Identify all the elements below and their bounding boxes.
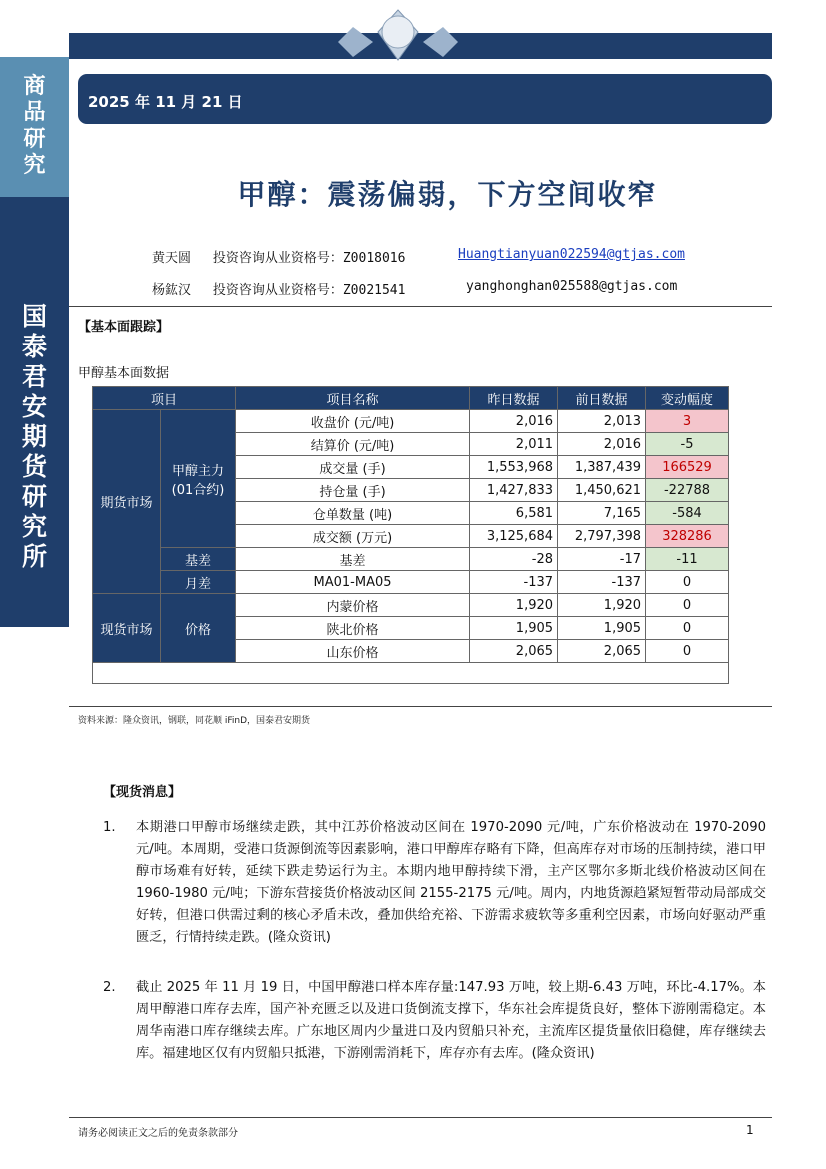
news-text: 截止 2025 年 11 月 19 日，中国甲醇港口样本库存量:147.93 万吨，较上期-6.43 万吨，环比-4.17%。本周甲醇港口库存去库，国产补充匮乏以及进口货倒流支撑下，华东社会库提货良好，整体下游刚需稳定。本周华南港口库存继续去库。广东地区周内少量进口及内贸船只补充，主流库区提货量依旧稳健，库存继续去库。福建地区仅有内贸船只抵港，下游刚需消耗下，库存亦有去库。(隆众资讯) (136, 980, 766, 1061)
sidebar-char: 君 (21, 362, 47, 391)
sidebar-char: 究 (23, 152, 46, 179)
table-empty-row (93, 663, 729, 684)
prev-value: -137 (558, 571, 646, 594)
change-value: -5 (646, 433, 729, 456)
yesterday-value: 2,016 (470, 410, 558, 433)
change-value: 328286 (646, 525, 729, 548)
sub-spread: 月差 (161, 571, 236, 594)
col-header: 变动幅度 (646, 387, 729, 410)
row-name: 持仓量 (手) (236, 479, 470, 502)
prev-value: 2,797,398 (558, 525, 646, 548)
change-value: 0 (646, 594, 729, 617)
row-name: 基差 (236, 548, 470, 571)
sidebar-char: 货 (21, 452, 47, 481)
sidebar-char: 所 (21, 542, 47, 571)
page-number: 1 (746, 1123, 754, 1137)
yesterday-value: -137 (470, 571, 558, 594)
row-name: 成交额 (万元) (236, 525, 470, 548)
table-row (93, 594, 729, 617)
news-number: 1. (103, 820, 116, 835)
author-row-2 (152, 279, 405, 298)
divider (69, 706, 772, 707)
author-cert: 投资咨询从业资格号：Z0021541 (212, 283, 406, 298)
prev-value: 1,920 (558, 594, 646, 617)
yesterday-value: 3,125,684 (470, 525, 558, 548)
news-item-1 (103, 817, 766, 967)
prev-value: 1,905 (558, 617, 646, 640)
section-heading-spot-news: 【现货消息】 (103, 785, 182, 800)
change-value: -22788 (646, 479, 729, 502)
sub-main-contract-label: (01合约) (171, 482, 225, 498)
row-name: 内蒙价格 (236, 594, 470, 617)
sidebar-char: 研 (23, 125, 46, 152)
change-value: -584 (646, 502, 729, 525)
email-text: yanghonghan025588@gtjas.com (466, 279, 678, 294)
section-heading-fundamentals: 【基本面跟踪】 (78, 320, 170, 335)
prev-value: 2,013 (558, 410, 646, 433)
sidebar-char: 商 (23, 73, 46, 99)
col-header: 前日数据 (558, 387, 646, 410)
sidebar-char: 安 (21, 392, 47, 421)
row-name: 仓单数量 (吨) (236, 502, 470, 525)
row-name: 山东价格 (236, 640, 470, 663)
yesterday-value: -28 (470, 548, 558, 571)
footer-divider (69, 1117, 772, 1118)
data-source: 资料来源：隆众资讯，钢联，同花顺 iFinD，国泰君安期货 (78, 716, 311, 726)
news-text: 本期港口甲醇市场继续走跌，其中江苏价格波动区间在 1970-2090 元/吨，广东价格波动在 1970-2090 元/吨。本周期，受港口货源倒流等因素影响，港口甲醇库存略有下降，但高库存对市场的压制持续，港口甲醇市场难有好转，延续下跌走势运行为主。本期内地甲醇持续下滑，主产区鄂尔多斯北线价格波动区间在 1960-1980 元/吨；下游东营接货价格波动区间 2155-2175 元/吨。周内，内地货源趋紧短暂带动局部成交好转，但港口供需过剩的核心矛盾未改，叠加供给充裕、下游需求疲软等多重利空因素，市场向好驱动严重匮乏，行情持续走跌。(隆众资讯) (136, 820, 766, 945)
category-label (0, 73, 69, 179)
sidebar-char: 究 (21, 512, 47, 541)
group-spot: 现货市场 (93, 594, 161, 663)
prev-value: 7,165 (558, 502, 646, 525)
news-item-2 (103, 977, 766, 1097)
footer-disclaimer: 请务必阅读正文之后的免责条款部分 (78, 1128, 238, 1139)
change-value: 0 (646, 640, 729, 663)
change-value: 0 (646, 617, 729, 640)
row-name: MA01-MA05 (236, 571, 470, 594)
prev-value: 1,387,439 (558, 456, 646, 479)
author-name: 黄天圆 (152, 251, 192, 266)
sidebar-char: 品 (23, 99, 46, 126)
change-value: 166529 (646, 456, 729, 479)
sidebar-char: 国 (21, 302, 47, 331)
row-name: 结算价 (元/吨) (236, 433, 470, 456)
table-caption: 甲醇基本面数据 (78, 366, 170, 381)
sidebar-char: 泰 (21, 332, 47, 361)
col-header: 项目名称 (236, 387, 470, 410)
prev-value: -17 (558, 548, 646, 571)
sub-price: 价格 (161, 594, 236, 663)
divider (69, 306, 772, 307)
col-header: 昨日数据 (470, 387, 558, 410)
sub-basis: 基差 (161, 548, 236, 571)
author-row-1 (152, 247, 405, 266)
yesterday-value: 2,065 (470, 640, 558, 663)
change-value: -11 (646, 548, 729, 571)
empty-cell (93, 663, 729, 684)
yesterday-value: 1,427,833 (470, 479, 558, 502)
company-banner (0, 197, 69, 627)
news-number: 2. (103, 980, 116, 995)
email-link[interactable]: Huangtianyuan022594@gtjas.com (458, 247, 685, 262)
sidebar-char: 期 (21, 422, 47, 451)
report-date: 2025 年 11 月 21 日 (88, 93, 243, 111)
group-futures: 期货市场 (93, 410, 161, 594)
sidebar (0, 0, 69, 1169)
row-name: 陕北价格 (236, 617, 470, 640)
fundamentals-table (92, 386, 729, 684)
prev-value: 2,016 (558, 433, 646, 456)
change-value: 3 (646, 410, 729, 433)
author-name: 杨鈜汉 (152, 283, 192, 298)
date-banner (78, 74, 772, 124)
row-name: 收盘价 (元/吨) (236, 410, 470, 433)
yesterday-value: 1,553,968 (470, 456, 558, 479)
yesterday-value: 2,011 (470, 433, 558, 456)
change-value: 0 (646, 571, 729, 594)
col-header: 项目 (93, 387, 236, 410)
row-name: 成交量 (手) (236, 456, 470, 479)
company-label (0, 302, 69, 572)
table-header-row (93, 387, 729, 410)
sub-main-label: 甲醇主力 (172, 463, 225, 479)
sub-main-contract (161, 410, 236, 548)
author-email-1[interactable] (458, 247, 685, 262)
category-banner (0, 57, 69, 197)
prev-value: 1,450,621 (558, 479, 646, 502)
author-cert: 投资咨询从业资格号：Z0018016 (212, 251, 406, 266)
table-row (93, 571, 729, 594)
diamond-logo-icon (328, 2, 468, 62)
table-row (93, 548, 729, 571)
report-title: 甲醇：震荡偏弱，下方空间收窄 (237, 178, 658, 211)
yesterday-value: 1,920 (470, 594, 558, 617)
author-email-2 (466, 279, 677, 294)
table-row (93, 410, 729, 433)
prev-value: 2,065 (558, 640, 646, 663)
yesterday-value: 1,905 (470, 617, 558, 640)
sidebar-char: 研 (21, 482, 47, 511)
yesterday-value: 6,581 (470, 502, 558, 525)
